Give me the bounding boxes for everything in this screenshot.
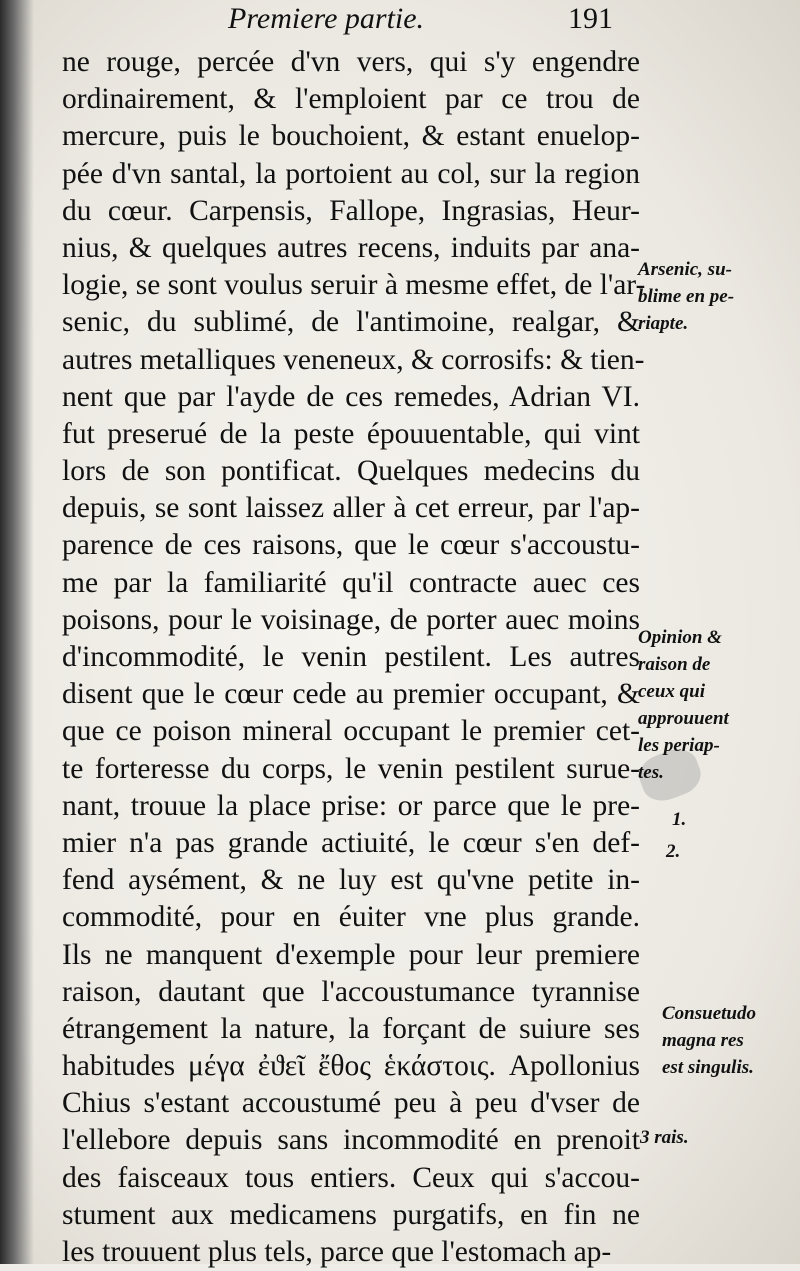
margin-note — [640, 1124, 689, 1151]
margin-note-line: 2. — [666, 841, 681, 862]
text-line: Chius s'estant accoustumé peu à peu d'vser de — [62, 1087, 640, 1120]
text-line: Ils ne manquent d'exemple pour leur premiere — [62, 938, 640, 971]
text-line: fend aysément, & ne luy est qu'vne petite in- — [62, 864, 640, 897]
main-text-block — [62, 44, 646, 1271]
margin-note-line: est singulis. — [662, 1057, 754, 1078]
text-line: raison, dautant que l'accoustumance tyrannise — [62, 975, 640, 1008]
text-line: lors de son pontificat. Quelques medecins du — [62, 455, 640, 488]
text-line: d'incommodité, le venin pestilent. Les autres — [62, 641, 640, 673]
text-line: habitudes μέγα ἐϑεῖ ἔθος ἑκάστοις. Apollonius — [62, 1050, 640, 1083]
running-title: Premiere partie. — [228, 2, 425, 35]
margin-note-line: ceux qui — [638, 681, 706, 702]
text-line: nant, trouue la place prise: or parce que le pre- — [62, 789, 640, 822]
text-line: pée d'vn santal, la portoient au col, sur la region — [62, 157, 640, 190]
text-line: parence de ces raisons, que le cœur s'accoustu- — [62, 529, 640, 562]
margin-note-line: raison de — [638, 654, 711, 675]
margin-note — [662, 1000, 756, 1081]
text-line: du cœur. Carpensis, Fallope, Ingrasias, Heur- — [62, 194, 640, 227]
margin-note — [666, 838, 680, 865]
text-line: me par la familiarité qu'il contracte auec ces — [62, 566, 640, 599]
text-line: ne rouge, percée d'vn vers, qui s'y engendre — [62, 46, 640, 78]
text-line: depuis, se sont laissez aller à cet erreur, par l'ap- — [62, 492, 640, 525]
text-line: nius, & quelques autres recens, induits par ana- — [62, 231, 640, 264]
text-line: logie, se sont voulus seruir à mesme effet, de l'ar- — [62, 269, 646, 302]
text-line: que ce poison mineral occupant le premier cet- — [62, 715, 640, 748]
margin-note-line: riapte. — [638, 313, 689, 334]
margin-note-line: 3 rais. — [640, 1127, 689, 1148]
text-line: te forteresse du corps, le venin pestilent surue- — [62, 752, 640, 785]
binding-shadow — [0, 0, 34, 1264]
page-number: 191 — [568, 2, 613, 35]
text-line: nent que par l'ayde de ces remedes, Adrian VI. — [62, 380, 640, 413]
text-line: autres metalliques veneneux, & corrosifs: & tien- — [62, 343, 645, 376]
margin-note — [638, 624, 729, 786]
text-line: des faisceaux tous entiers. Ceux qui s'accou- — [62, 1161, 640, 1194]
text-line: disent que le cœur cede au premier occupant, & — [62, 678, 640, 711]
text-line: commodité, pour en éuiter vne plus grande. — [62, 901, 640, 934]
margin-note-line: blime en pe- — [638, 286, 735, 307]
margin-notes — [636, 0, 800, 1264]
page-header — [228, 0, 648, 44]
text-line: senic, du sublimé, de l'antimoine, realgar, & — [62, 306, 640, 339]
margin-note-line: magna res — [662, 1030, 744, 1051]
text-line: étrangement la nature, la forçant de suiure ses — [62, 1012, 640, 1045]
text-line: fut preserué de la peste épouuentable, qui vint — [62, 417, 640, 450]
text-line: l'ellebore depuis sans incommodité en prenoit — [62, 1124, 640, 1157]
text-line: les trouuent plus tels, parce que l'estomach ap- — [62, 1236, 612, 1268]
margin-note-line: les periap- — [638, 735, 720, 756]
margin-note-line: tes. — [638, 762, 664, 783]
text-line: mier n'a pas grande actiuité, le cœur s'en def- — [62, 826, 640, 859]
margin-note-line: Consuetudo — [662, 1003, 756, 1024]
text-line: mercure, puis le bouchoient, & estant enuelop- — [62, 120, 640, 153]
margin-note — [638, 256, 734, 337]
margin-note-line: Opinion & — [638, 627, 722, 648]
text-line: stument aux medicamens purgatifs, en fin ne — [62, 1198, 640, 1231]
text-line: ordinairement, & l'emploient par ce trou de — [62, 83, 640, 116]
margin-note-line: 1. — [672, 809, 687, 830]
margin-note-line: Arsenic, su- — [638, 259, 732, 280]
margin-note — [672, 806, 686, 833]
text-line: poisons, pour le voisinage, de porter auec moins — [62, 603, 640, 636]
margin-note-line: approuuent — [638, 708, 729, 729]
